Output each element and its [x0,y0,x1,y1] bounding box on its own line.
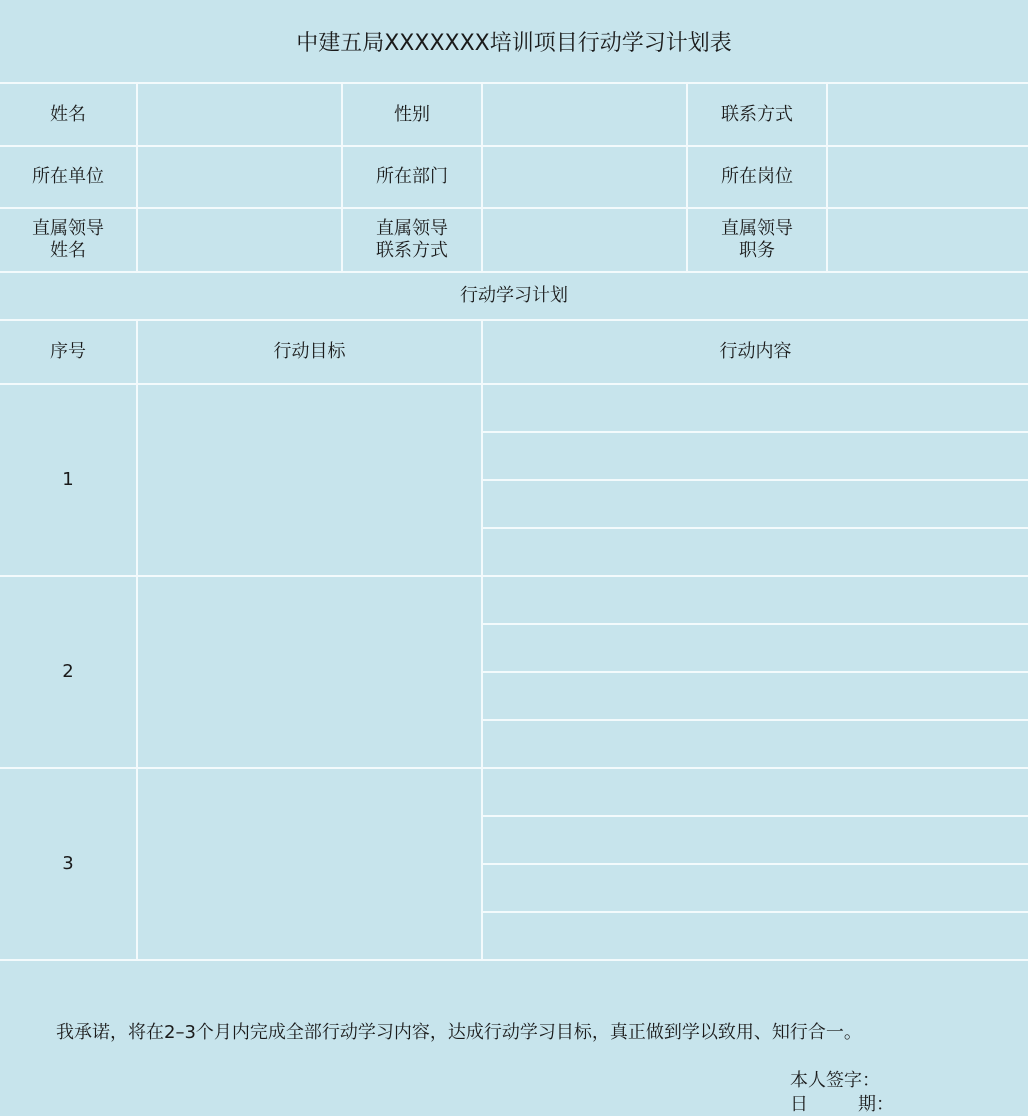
date-label-part: 期： [858,1094,894,1115]
department-label: 所在部门 [342,146,482,208]
col-header-goal: 行动目标 [137,320,482,384]
content-cell[interactable] [482,576,1028,624]
content-cell[interactable] [482,384,1028,432]
goal-cell[interactable] [137,384,482,576]
row-number: 3 [0,768,137,960]
leader-title-label-line: 直属领导 [721,218,793,239]
leader-name-label-line: 直属领导 [32,218,104,239]
leader-name-field[interactable] [137,208,342,272]
content-cell[interactable] [482,912,1028,960]
date-line [790,1090,894,1116]
form-title: 中建五局XXXXXXX培训项目行动学习计划表 [296,30,732,56]
post-field[interactable] [827,146,1028,208]
date-label-part: 日 [790,1094,808,1115]
content-cell[interactable] [482,720,1028,768]
table-row [0,768,1028,816]
leader-contact-label [342,208,482,272]
table-row [0,384,1028,432]
leader-contact-label-line: 直属领导 [376,218,448,239]
content-cell[interactable] [482,480,1028,528]
department-field[interactable] [482,146,687,208]
info-row [0,208,1028,272]
plan-header-row [0,320,1028,384]
contact-field[interactable] [827,83,1028,146]
pledge-text: 我承诺，将在2–3个月内完成全部行动学习内容，达成行动学习目标，真正做到学以致用、知行合一。 [56,1022,862,1043]
unit-label: 所在单位 [0,146,137,208]
row-number: 1 [0,384,137,576]
section-row [0,272,1028,320]
leader-name-label-line: 姓名 [50,240,86,261]
section-title: 行动学习计划 [0,272,1028,320]
plan-table [0,82,1028,961]
col-header-content: 行动内容 [482,320,1028,384]
leader-contact-field[interactable] [482,208,687,272]
content-cell[interactable] [482,864,1028,912]
leader-title-label-line: 职务 [739,240,775,261]
content-cell[interactable] [482,624,1028,672]
gender-label: 性别 [342,83,482,146]
table-row [0,576,1028,624]
goal-cell[interactable] [137,768,482,960]
post-label: 所在岗位 [687,146,827,208]
leader-contact-label-line: 联系方式 [376,240,448,261]
gender-field[interactable] [482,83,687,146]
leader-title-label [687,208,827,272]
goal-cell[interactable] [137,576,482,768]
name-field[interactable] [137,83,342,146]
info-row [0,83,1028,146]
info-row [0,146,1028,208]
name-label: 姓名 [0,83,137,146]
content-cell[interactable] [482,768,1028,816]
content-cell[interactable] [482,528,1028,576]
leader-name-label [0,208,137,272]
unit-field[interactable] [137,146,342,208]
content-cell[interactable] [482,432,1028,480]
col-header-no: 序号 [0,320,137,384]
signature-label: 本人签字： [790,1070,880,1091]
content-cell[interactable] [482,816,1028,864]
signature-line [790,1066,880,1092]
row-number: 2 [0,576,137,768]
content-cell[interactable] [482,672,1028,720]
contact-label: 联系方式 [687,83,827,146]
leader-title-field[interactable] [827,208,1028,272]
